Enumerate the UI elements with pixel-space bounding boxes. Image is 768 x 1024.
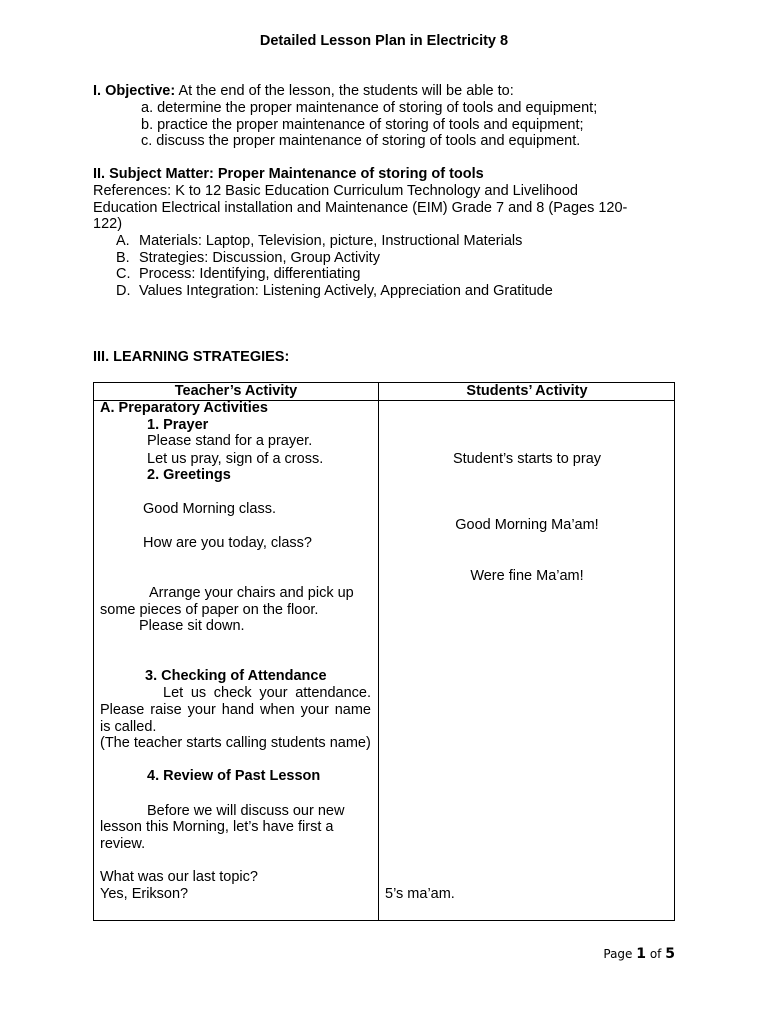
prayer-heading: 1. Prayer — [147, 417, 209, 433]
objective-intro: At the end of the lesson, the students will be able to: — [178, 83, 514, 99]
how-are-you-question: How are you today, class? — [143, 535, 312, 551]
yes-erikson-line: Yes, Erikson? — [100, 886, 189, 902]
teacher-activity-header: Teacher’s Activity — [174, 383, 298, 399]
objective-item-c: c. discuss the proper maintenance of storing of tools and equipment. — [141, 133, 581, 149]
page-of: of — [649, 947, 662, 961]
subject-item-b-text: Strategies: Discussion, Group Activity — [139, 250, 380, 266]
subject-item-d-letter: D. — [116, 283, 131, 299]
objective-label: I. Objective: — [93, 83, 176, 99]
arrange-chairs-line-1: Arrange your chairs and pick up — [149, 585, 354, 601]
subject-item-d-text: Values Integration: Listening Actively, Appreciation and Gratitude — [139, 283, 553, 299]
subject-item-c-letter: C. — [116, 266, 131, 282]
page-number — [603, 946, 675, 963]
references-line-2: Education Electrical installation and Maintenance (EIM) Grade 7 and 8 (Pages 120- — [93, 200, 628, 216]
objective-line — [93, 83, 514, 100]
references-line-3: 122) — [93, 216, 123, 232]
attendance-text: Let us check your attendance. Please raise your hand when your name is called. — [100, 685, 371, 735]
attendance-heading: 3. Checking of Attendance — [145, 668, 327, 684]
greeting-response: Good Morning Ma’am! — [455, 517, 599, 533]
review-line-3: review. — [100, 836, 146, 852]
preparatory-activities-heading: A. Preparatory Activities — [100, 400, 268, 416]
students-activity-header: Students’ Activity — [466, 383, 588, 399]
review-line-1: Before we will discuss our new — [147, 803, 345, 819]
subject-item-c-text: Process: Identifying, differentiating — [139, 266, 361, 282]
greetings-heading: 2. Greetings — [147, 467, 231, 483]
references-line-1: References: K to 12 Basic Education Curriculum Technology and Livelihood — [93, 183, 578, 199]
subject-item-a-letter: A. — [116, 233, 130, 249]
document-title: Detailed Lesson Plan in Electricity 8 — [259, 33, 509, 49]
arrange-chairs-line-2: some pieces of paper on the floor. — [100, 602, 319, 618]
review-line-2: lesson this Morning, let’s have first a — [100, 819, 334, 835]
prayer-line-1: Please stand for a prayer. — [147, 433, 313, 449]
topic-response: 5’s ma’am. — [385, 886, 455, 902]
how-are-you-response: Were fine Ma’am! — [470, 568, 584, 584]
review-heading: 4. Review of Past Lesson — [147, 768, 321, 784]
attendance-note: (The teacher starts calling students name) — [100, 735, 371, 751]
page-word: Page — [603, 947, 633, 961]
greeting-teacher: Good Morning class. — [143, 501, 276, 517]
subject-item-a-text: Materials: Laptop, Television, picture, Instructional Materials — [139, 233, 523, 249]
subject-matter-heading: II. Subject Matter: Proper Maintenance of storing of tools — [93, 166, 484, 182]
subject-item-b-letter: B. — [116, 250, 130, 266]
page-total: 5 — [665, 946, 675, 962]
objective-item-b: b. practice the proper maintenance of storing of tools and equipment; — [141, 117, 584, 133]
learning-strategies-heading: III. LEARNING STRATEGIES: — [93, 349, 290, 365]
sit-down-line: Please sit down. — [139, 618, 245, 634]
page-current: 1 — [636, 946, 647, 962]
last-topic-question: What was our last topic? — [100, 869, 258, 885]
prayer-line-2: Let us pray, sign of a cross. — [147, 451, 324, 467]
prayer-response: Student’s starts to pray — [452, 451, 602, 467]
objective-item-a: a. determine the proper maintenance of storing of tools and equipment; — [141, 100, 598, 116]
